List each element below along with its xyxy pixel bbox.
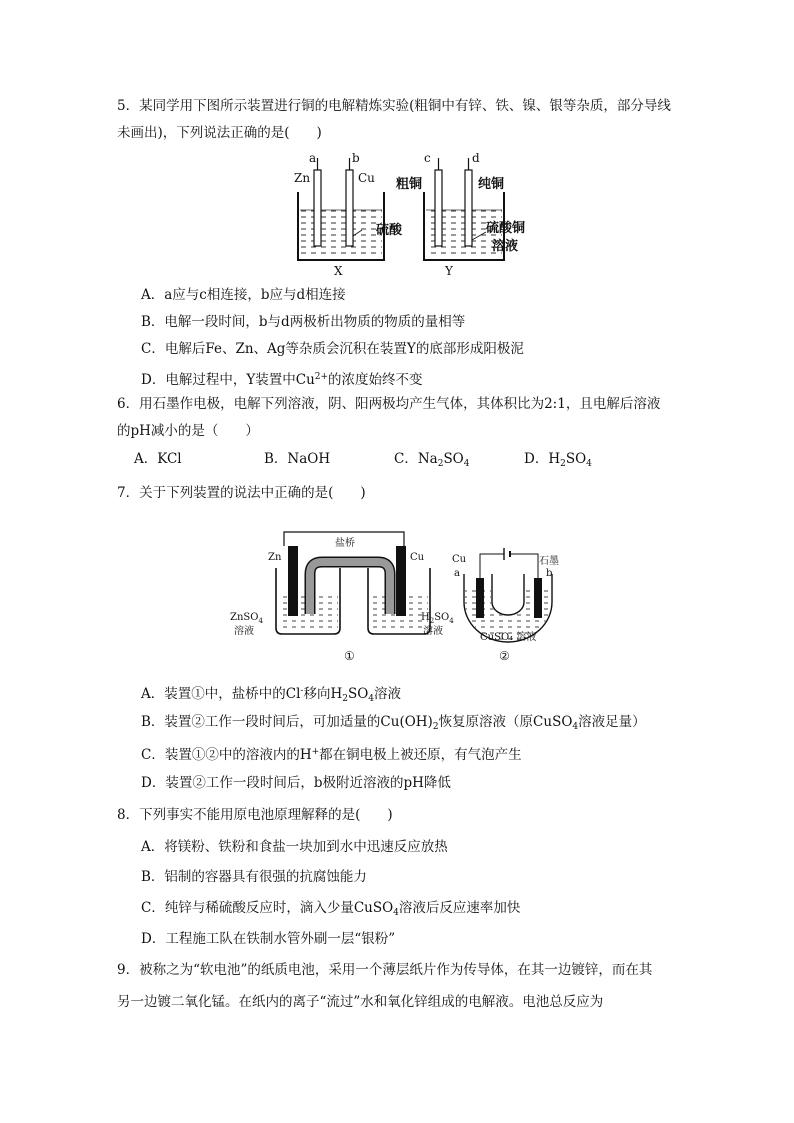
salt-bridge-label: 盐桥 [335, 538, 355, 549]
q7-stem: 7．关于下列装置的说法中正确的是( ) [117, 485, 366, 501]
zn-label: Zn [268, 552, 282, 563]
q5-figure [290, 148, 540, 280]
q5-stem-line2: 未画出)，下列说法正确的是( ) [117, 125, 322, 141]
q8-option-c: C．纯锌与稀硫酸反应时，滴入少量CuSO$_4$溶液后反应速率加快 [141, 900, 521, 918]
q6-stem-line1: 6．用石墨作电极，电解下列溶液，阴、阳两极均产生气体，其体积比为2:1，且电解后溶液 [117, 396, 661, 412]
q5-stem-line1: 5．某同学用下图所示装置进行铜的电解精炼实验(粗铜中有锌、铁、镍、银等杂质，部分导线 [117, 98, 671, 114]
zn-electrode-label: Zn [294, 171, 311, 185]
q5-option-d: D．电解过程中，Y装置中$Cu^{2+}$的浓度始终不变 [141, 372, 423, 388]
graphite-label: 石墨 [539, 556, 559, 567]
cell-y-name: Y [445, 264, 453, 278]
q6-option-a: A．KCl [134, 451, 182, 467]
q6-stem-line2: 的pH减小的是（ ） [117, 423, 259, 439]
electrolysis-cell-x [294, 151, 403, 278]
h2so4-label: $H_2SO_4$ [421, 612, 454, 625]
sulfuric-acid-label: 硫酸 [376, 223, 403, 238]
q9-stem-line2: 另一边镀二氧化锰。在纸内的离子“流过”水和氧化锌组成的电解液。电池总反应为 [117, 994, 604, 1010]
q5-option-c: C．电解后Fe、Zn、Ag等杂质会沉积在装置Y的底部形成阳极泥 [141, 341, 524, 357]
q7-option-d: D．装置②工作一段时间后，b极附近溶液的pH降低 [141, 775, 451, 791]
electrode-b-label: b [546, 568, 553, 579]
q5-option-b: B．电解一段时间，b与d两极析出物质的物质的量相等 [141, 314, 466, 330]
electrode-a-label: a [454, 568, 460, 579]
electrolytic-cell-2 [452, 548, 559, 663]
q8-option-b: B．铝制的容器具有很强的抗腐蚀能力 [141, 869, 367, 885]
q7-option-c: C．装置①②中的溶液内的H+都在铜电极上被还原，有气泡产生 [141, 747, 522, 763]
q5-option-a: A．a应与c相连接，b应与d相连接 [141, 287, 346, 303]
znso4-solution-label: 溶液 [234, 626, 254, 637]
crude-copper-label: 粗铜 [396, 177, 423, 192]
q7-option-a: A．装置①中，盐桥中的Cl-移向$H_2SO_4$溶液 [141, 686, 402, 704]
cu-electrode-label: Cu [358, 171, 375, 185]
pure-copper-label: 纯铜 [478, 177, 505, 192]
device-1-label: ① [344, 649, 355, 663]
cu-label: Cu [410, 552, 425, 563]
terminal-b-label: b [352, 151, 360, 165]
q7-option-b: B．装置②工作一段时间后，可加适量的$Cu(OH)_2$恢复原溶液（原CuSO$_4$溶液足量） [141, 714, 646, 732]
h2so4-solution-label: 溶液 [423, 626, 443, 637]
q6-option-d: D．$H_2SO_4$ [524, 451, 592, 469]
znso4-label: ZnSO$_4$ [230, 612, 263, 625]
q8-stem: 8．下列事实不能用原电池原理解释的是( ) [117, 807, 393, 823]
q7-figure [228, 528, 564, 668]
terminal-a-label: a [309, 151, 317, 165]
cu-electrode-2-label: Cu [452, 554, 467, 565]
q8-option-a: A．将镁粉、铁粉和食盐一块加到水中迅速反应放热 [141, 839, 448, 855]
galvanic-cell-1 [230, 532, 454, 663]
solution-label: 溶液 [492, 239, 519, 254]
copper-sulfate-label: 硫酸铜 [486, 221, 526, 236]
terminal-d-label: d [472, 151, 480, 165]
q6-option-b: B．NaOH [264, 451, 331, 467]
cell-x-name: X [334, 264, 343, 278]
cuso4-solution-label: CuSO₄ 溶液 [480, 632, 537, 643]
q9-stem-line1: 9．被称之为“软电池”的纸质电池，采用一个薄层纸片作为传导体，在其一边镀锌，而在其 [117, 962, 653, 978]
terminal-c-label: c [424, 151, 431, 165]
q6-option-c: C．$Na_2SO_4$ [394, 451, 470, 469]
device-2-label: ② [499, 649, 510, 663]
q8-option-d: D．工程施工队在铁制水管外刷一层“银粉” [141, 931, 396, 947]
electrolysis-cell-y [396, 151, 525, 278]
